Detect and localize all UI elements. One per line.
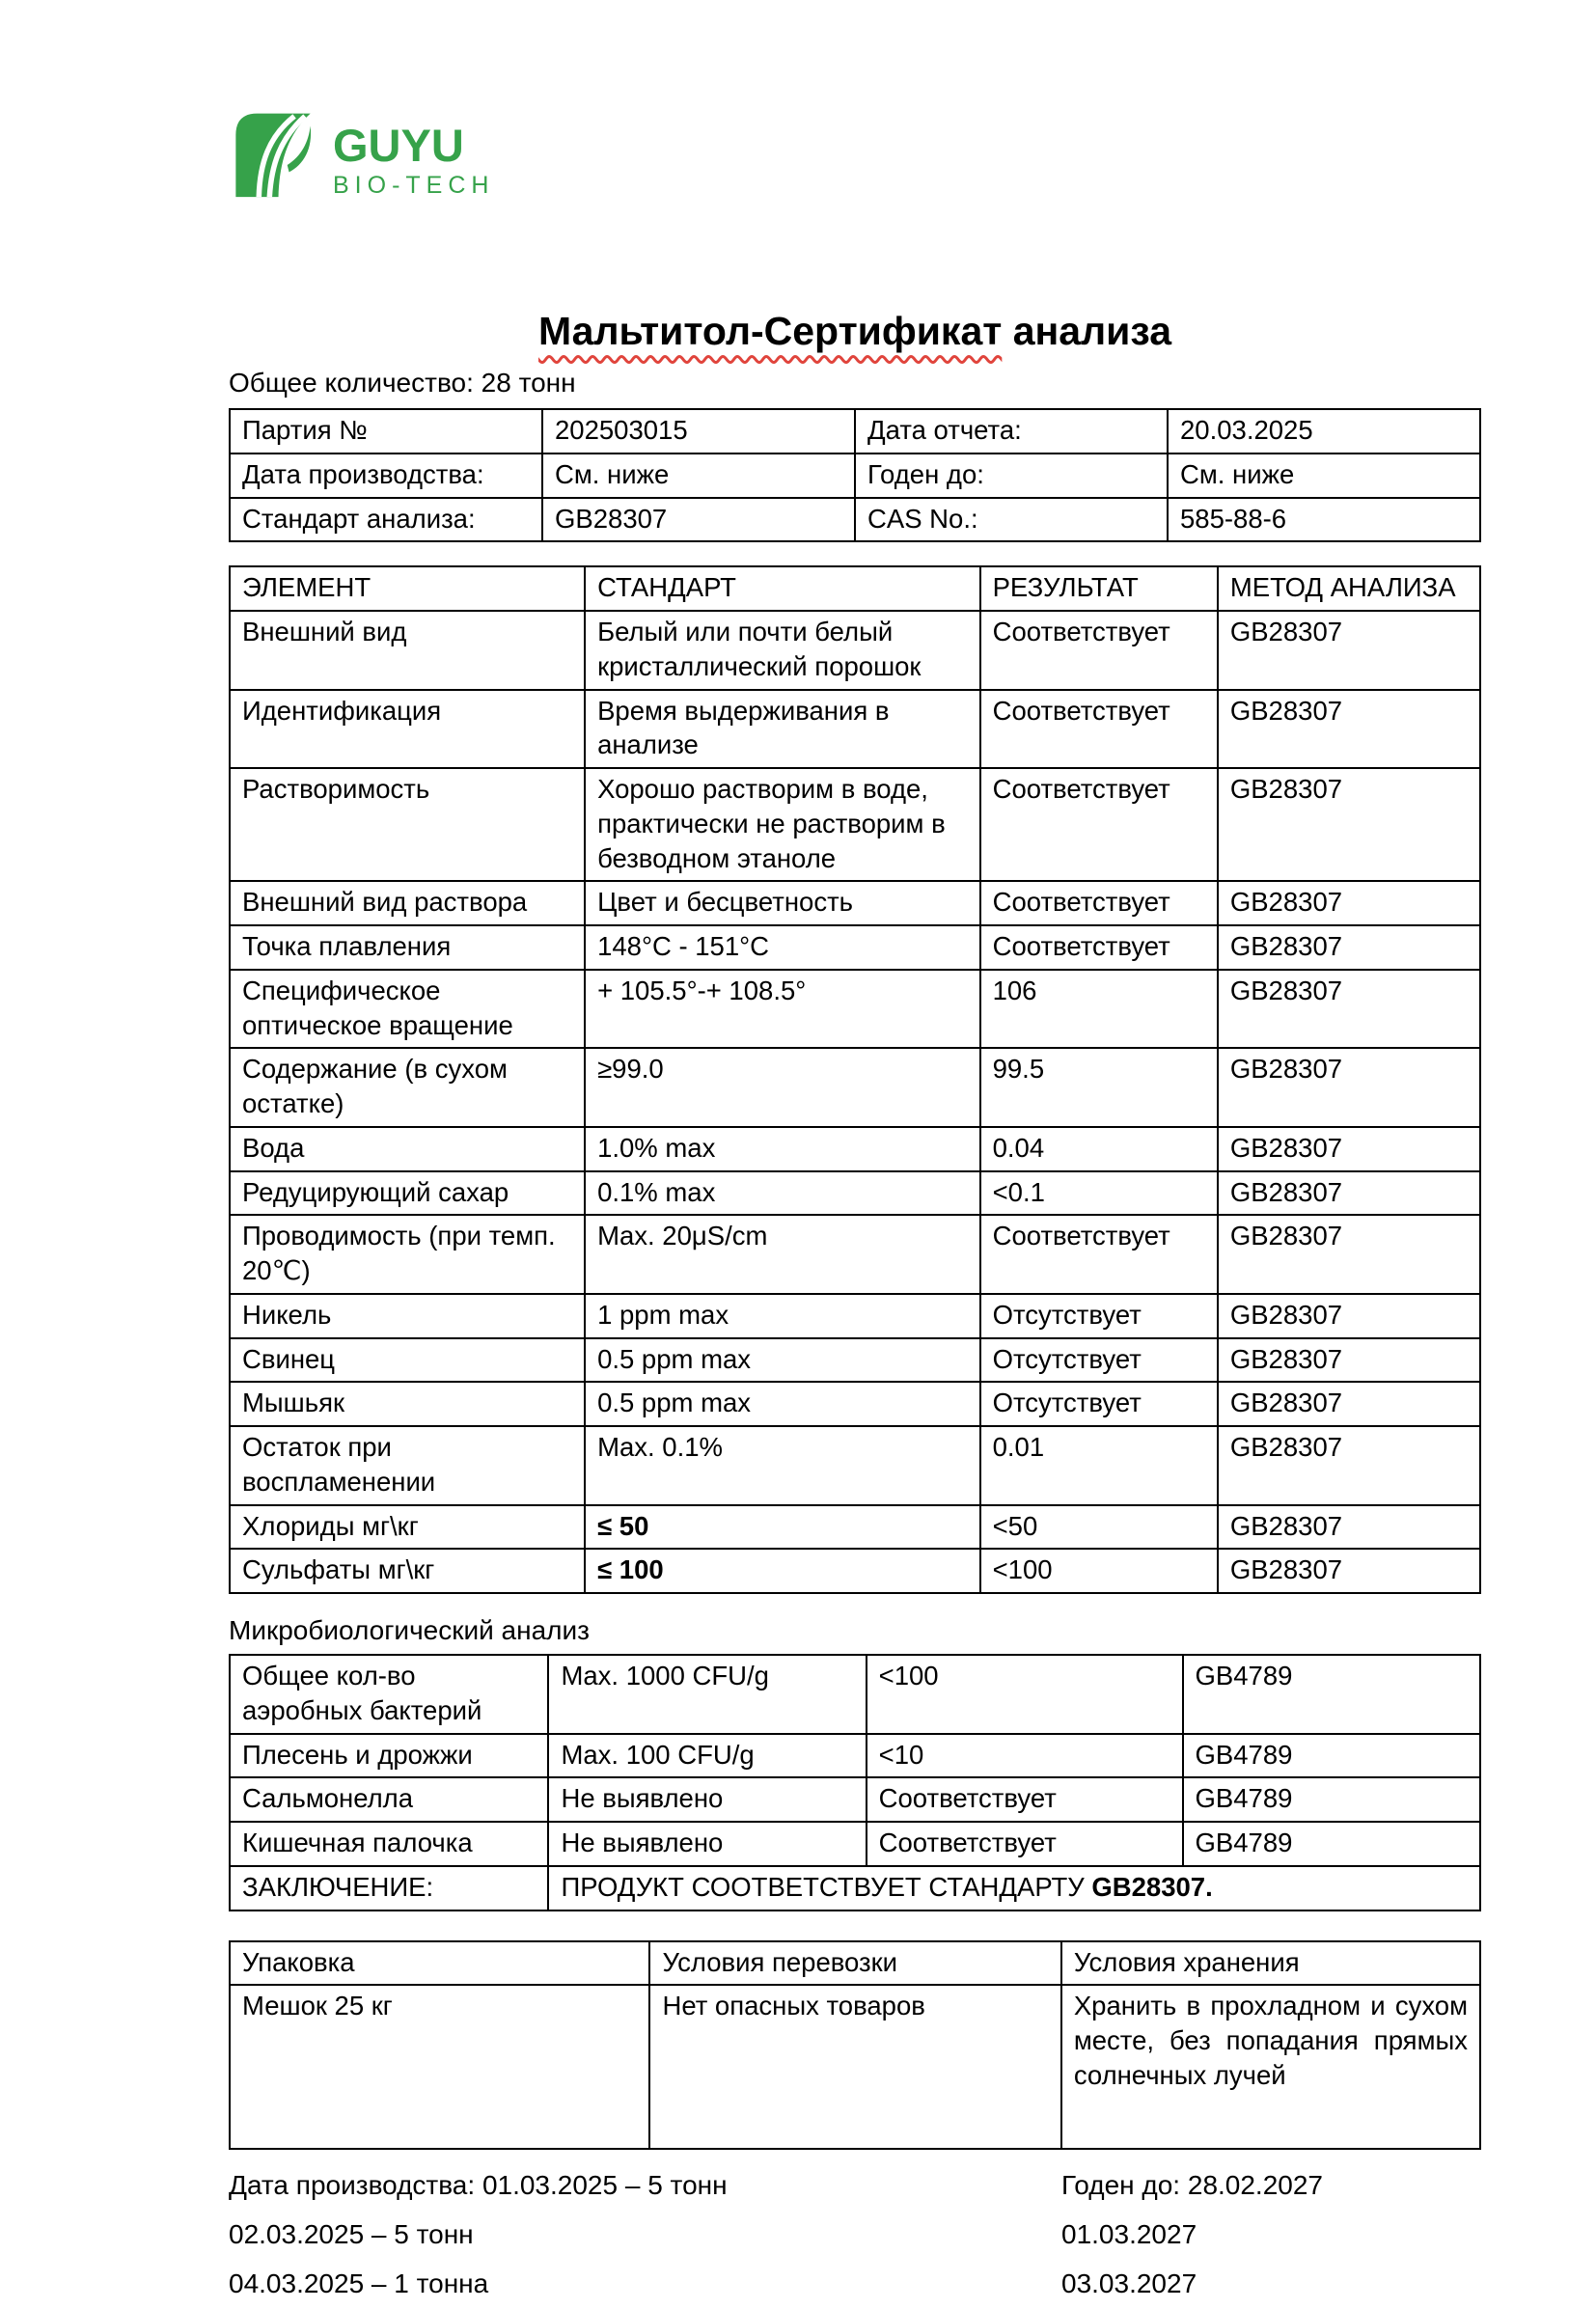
table-cell: Специфическое оптическое вращение [230, 970, 585, 1049]
table-cell: Соответствует [980, 925, 1218, 970]
table-cell: Max. 20μS/cm [585, 1215, 980, 1294]
guyu-leaf-icon [229, 108, 317, 201]
table-cell: Соответствует [980, 768, 1218, 881]
table-cell: Хорошо растворим в воде, практически не растворим в безводном этаноле [585, 768, 980, 881]
table-cell: Остаток при воспламенении [230, 1426, 585, 1505]
analysis-row [230, 1338, 1480, 1383]
table-cell: Внешний вид [230, 611, 585, 690]
table-cell: 148°C - 151°C [585, 925, 980, 970]
table-cell: Вода [230, 1127, 585, 1171]
table-cell: Идентификация [230, 690, 585, 769]
company-logo [229, 108, 1481, 201]
table-cell: Время выдерживания в анализе [585, 690, 980, 769]
table-cell: Внешний вид раствора [230, 881, 585, 925]
table-cell: GB28307 [1218, 881, 1480, 925]
table-cell: <0.1 [980, 1171, 1218, 1216]
table-cell: 99.5 [980, 1048, 1218, 1127]
table-cell: Годен до: [855, 454, 1168, 498]
analysis-row [230, 1048, 1480, 1127]
table-cell: Соответствует [867, 1822, 1183, 1866]
table-cell: <10 [867, 1734, 1183, 1778]
analysis-row [230, 1294, 1480, 1338]
table-cell: 0.01 [980, 1426, 1218, 1505]
table-cell: Белый или почти белый кристаллический порошок [585, 611, 980, 690]
table-cell: GB4789 [1183, 1655, 1480, 1734]
production-date-line: 02.03.2025 – 5 тонн [229, 2219, 474, 2250]
table-cell: Отсутствует [980, 1382, 1218, 1426]
analysis-row [230, 925, 1480, 970]
analysis-row [230, 970, 1480, 1049]
table-cell: Нет опасных товаров [649, 1985, 1060, 2149]
table-cell: Не выявлено [548, 1777, 866, 1822]
table-cell: GB28307 [542, 498, 855, 542]
title-rest: анализа [1002, 309, 1171, 353]
table-cell: Max. 0.1% [585, 1426, 980, 1505]
table-cell: 202503015 [542, 409, 855, 454]
batch-info-table [229, 408, 1481, 542]
packaging-table [229, 1940, 1481, 2151]
table-cell: GB28307 [1218, 1171, 1480, 1216]
analysis-row [230, 1127, 1480, 1171]
table-cell: Отсутствует [980, 1338, 1218, 1383]
micro-row [230, 1822, 1480, 1866]
table-cell: Соответствует [867, 1777, 1183, 1822]
micro-row [230, 1655, 1480, 1734]
table-cell: Проводимость (при темп. 20℃) [230, 1215, 585, 1294]
conclusion-text [548, 1866, 1480, 1910]
table-cell: Не выявлено [548, 1822, 866, 1866]
table-cell: GB4789 [1183, 1777, 1480, 1822]
table-cell: GB28307 [1218, 690, 1480, 769]
table-cell: 0.1% max [585, 1171, 980, 1216]
table-cell: Плесень и дрожжи [230, 1734, 548, 1778]
table-cell: 585-88-6 [1168, 498, 1480, 542]
table-cell: GB28307 [1218, 1048, 1480, 1127]
table-cell: GB28307 [1218, 1215, 1480, 1294]
table-cell: ≤ 100 [585, 1549, 980, 1593]
analysis-row [230, 611, 1480, 690]
column-header: ЭЛЕМЕНТ [230, 566, 585, 611]
dates-footer [229, 2161, 1481, 2309]
table-cell: См. ниже [1168, 454, 1480, 498]
table-cell: Точка плавления [230, 925, 585, 970]
table-cell: Стандарт анализа: [230, 498, 542, 542]
table-cell: Отсутствует [980, 1294, 1218, 1338]
table-cell: + 105.5°-+ 108.5° [585, 970, 980, 1049]
column-header: Условия хранения [1061, 1941, 1480, 1986]
analysis-row [230, 1426, 1480, 1505]
table-cell: <50 [980, 1505, 1218, 1550]
table-cell: GB28307 [1218, 1127, 1480, 1171]
table-cell: GB28307 [1218, 1338, 1480, 1383]
column-header: СТАНДАРТ [585, 566, 980, 611]
expiry-date-line: Годен до: 28.02.2027 [1061, 2170, 1324, 2201]
table-cell: Соответствует [980, 611, 1218, 690]
conclusion-label: ЗАКЛЮЧЕНИЕ: [230, 1866, 548, 1910]
expiry-date-line: 03.03.2027 [1061, 2268, 1197, 2299]
table-cell: Партия № [230, 409, 542, 454]
table-cell: Сульфаты мг\кг [230, 1549, 585, 1593]
analysis-row [230, 881, 1480, 925]
table-cell: Кишечная палочка [230, 1822, 548, 1866]
logo-subtitle: BIO-TECH [333, 171, 495, 199]
table-cell: 1 ppm max [585, 1294, 980, 1338]
table-cell: ≥99.0 [585, 1048, 980, 1127]
table-cell: Мешок 25 кг [230, 1985, 649, 2149]
table-cell: GB28307 [1218, 970, 1480, 1049]
table-cell: GB28307 [1218, 611, 1480, 690]
table-cell: 0.5 ppm max [585, 1338, 980, 1383]
table-cell: 20.03.2025 [1168, 409, 1480, 454]
table-cell: Цвет и бесцветность [585, 881, 980, 925]
analysis-row [230, 690, 1480, 769]
table-cell: Дата производства: [230, 454, 542, 498]
analysis-row [230, 1382, 1480, 1426]
table-cell: Никель [230, 1294, 585, 1338]
table-cell: 106 [980, 970, 1218, 1049]
table-header-row [230, 1941, 1480, 1986]
table-cell: 0.04 [980, 1127, 1218, 1171]
total-quantity-label: Общее количество: 28 тонн [229, 368, 576, 398]
production-date-line: Дата производства: 01.03.2025 – 5 тонн [229, 2170, 728, 2201]
table-cell: <100 [867, 1655, 1183, 1734]
table-cell: Соответствует [980, 690, 1218, 769]
table-cell: GB28307 [1218, 1549, 1480, 1593]
conclusion-text-plain: ПРОДУКТ СООТВЕТСТВУЕТ СТАНДАРТУ [561, 1871, 1092, 1902]
micro-row [230, 1734, 1480, 1778]
analysis-row [230, 1215, 1480, 1294]
micro-section-label: Микробиологический анализ [229, 1615, 590, 1645]
table-cell: См. ниже [542, 454, 855, 498]
table-cell: Растворимость [230, 768, 585, 881]
table-cell: Max. 1000 CFU/g [548, 1655, 866, 1734]
table-cell: Мышьяк [230, 1382, 585, 1426]
table-cell: Сальмонелла [230, 1777, 548, 1822]
packaging-row [230, 1985, 1480, 2149]
table-cell: GB28307 [1218, 1426, 1480, 1505]
info-row [230, 454, 1480, 498]
page-title [229, 309, 1481, 354]
table-cell: Дата отчета: [855, 409, 1168, 454]
analysis-row [230, 1171, 1480, 1216]
table-cell: GB28307 [1218, 925, 1480, 970]
table-cell: GB28307 [1218, 1505, 1480, 1550]
analysis-row [230, 1505, 1480, 1550]
table-cell: 1.0% max [585, 1127, 980, 1171]
table-header-row [230, 566, 1480, 611]
table-cell: GB28307 [1218, 1294, 1480, 1338]
table-cell: GB4789 [1183, 1734, 1480, 1778]
column-header: МЕТОД АНАЛИЗА [1218, 566, 1480, 611]
logo-text [333, 119, 495, 201]
table-cell: Общее кол-во аэробных бактерий [230, 1655, 548, 1734]
table-cell: Содержание (в сухом остатке) [230, 1048, 585, 1127]
table-cell: GB28307 [1218, 768, 1480, 881]
analysis-row [230, 1549, 1480, 1593]
table-cell: CAS No.: [855, 498, 1168, 542]
info-row [230, 409, 1480, 454]
analysis-row [230, 768, 1480, 881]
table-cell: 0.5 ppm max [585, 1382, 980, 1426]
logo-brand-name: GUYU [333, 119, 464, 171]
analysis-table [229, 565, 1481, 1594]
expiry-date-line: 01.03.2027 [1061, 2219, 1197, 2250]
info-row [230, 498, 1480, 542]
table-cell: Хранить в прохладном и сухом месте, без попадания прямых солнечных лучей [1061, 1985, 1480, 2149]
table-cell: Соответствует [980, 1215, 1218, 1294]
column-header: РЕЗУЛЬТАТ [980, 566, 1218, 611]
table-cell: <100 [980, 1549, 1218, 1593]
table-cell: GB4789 [1183, 1822, 1480, 1866]
expiry-dates [1061, 2161, 1323, 2309]
table-cell: Хлориды мг\кг [230, 1505, 585, 1550]
table-cell: ≤ 50 [585, 1505, 980, 1550]
table-cell: Редуцирующий сахар [230, 1171, 585, 1216]
title-spellcheck-underline: Мальтитол-Сертификат [538, 309, 1003, 353]
micro-table [229, 1654, 1481, 1911]
micro-row [230, 1777, 1480, 1822]
table-cell: Max. 100 CFU/g [548, 1734, 866, 1778]
production-date-line: 04.03.2025 – 1 тонна [229, 2268, 489, 2299]
table-cell: Соответствует [980, 881, 1218, 925]
conclusion-standard-bold: GB28307. [1091, 1871, 1213, 1902]
column-header: Условия перевозки [649, 1941, 1060, 1986]
conclusion-row [230, 1866, 1480, 1910]
table-cell: Свинец [230, 1338, 585, 1383]
table-cell: GB28307 [1218, 1382, 1480, 1426]
column-header: Упаковка [230, 1941, 649, 1986]
